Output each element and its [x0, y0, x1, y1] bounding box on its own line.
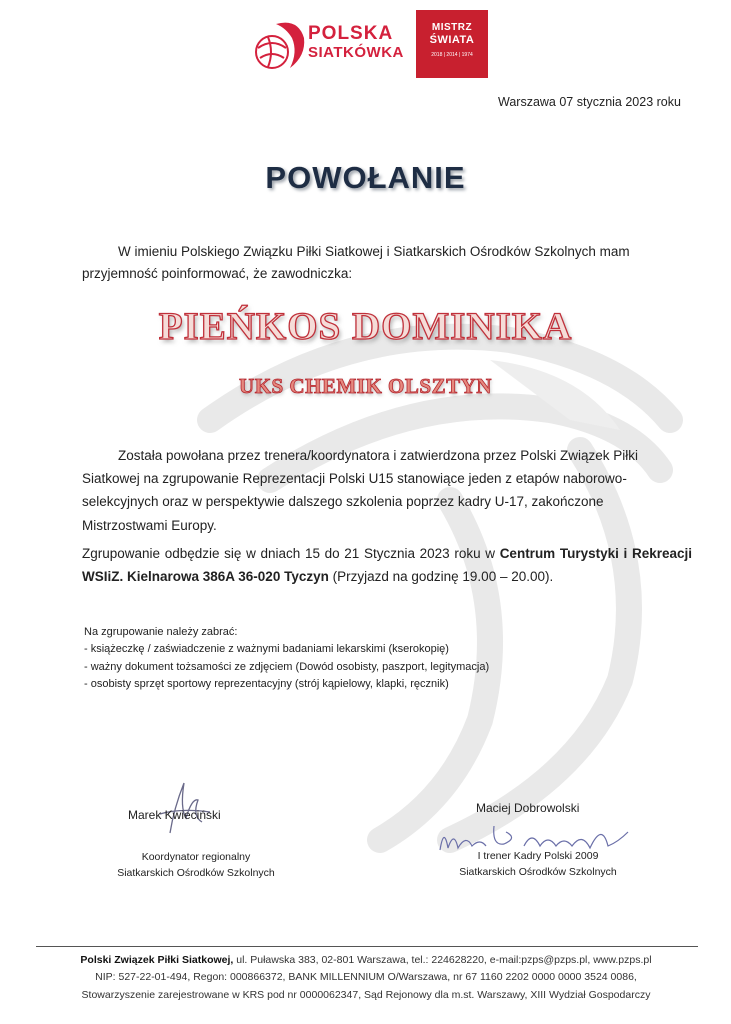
footer-divider	[36, 946, 698, 947]
signatory-1-name: Marek Kwieciński	[128, 808, 221, 822]
logo-brand: POLSKA	[308, 23, 394, 44]
logo-brand-sub: SIATKÓWKA	[308, 44, 404, 61]
bring-list	[84, 624, 489, 694]
body-2-tail: (Przyjazd na godzinę 19.00 – 20.00).	[328, 569, 554, 585]
signatory-1-role-line2: Siatkarskich Ośrodków Szkolnych	[117, 866, 275, 879]
champion-badge	[416, 10, 488, 78]
footer-contact: ul. Puławska 383, 02-801 Warszawa, tel.: 224628220, e-mail:pzps@pzps.pl, www.pzps.pl	[233, 954, 652, 966]
footer-line-2: NIP: 527-22-01-494, Regon: 000866372, BANK MILLENNIUM O/Warszawa, nr 67 1160 2202 0000 0000 3524 0086,	[95, 971, 637, 984]
document-title: POWOŁANIE	[265, 160, 466, 195]
footer-line-3: Stowarzyszenie zarejestrowane w KRS pod nr 0000062347, Sąd Rejonowy dla m.st. Warszawy, XIII Wydział Gospodarczy	[81, 988, 651, 1001]
body-paragraph-2	[82, 542, 692, 588]
document-date: Warszawa 07 stycznia 2023 roku	[498, 95, 681, 109]
body-paragraph-1	[82, 444, 692, 537]
signatory-2-name: Maciej Dobrowolski	[476, 801, 580, 815]
signatory-1-role	[96, 850, 296, 882]
signatory-2-role	[438, 849, 638, 881]
footer-line-1	[30, 952, 702, 969]
signatory-1-role-line1: Koordynator regionalny	[141, 851, 251, 863]
player-name: PIEŃKOS DOMINIKA	[158, 305, 573, 348]
logo-text	[308, 24, 404, 60]
signatory-2-role-line1: I trener Kadry Polski 2009	[477, 850, 599, 862]
body-1-text: Została powołana przez trenera/koordynatora i zatwierdzona przez Polski Związek Piłki Siatkowej na zgrupowanie Reprezentacji Polski U15 stanowiące jeden z etapów naborowo-selekcyjnych oraz w perspektywie dalszego szkolenia poprzez kadry U-17, zakończone Mistrzostwami Europy.	[82, 448, 638, 533]
intro-paragraph	[82, 241, 692, 284]
venue: Centrum Turystyki i Rekreacji WSIiZ. Kielnarowa 386A 36-020 Tyczyn	[82, 546, 692, 585]
footer-org: Polski Związek Piłki Siatkowej,	[80, 954, 234, 966]
club-name: UKS CHEMIK OLSZTYN	[239, 374, 492, 398]
body-2-lead: Zgrupowanie odbędzie się w dniach 15 do 21 Stycznia 2023 roku w	[82, 546, 500, 561]
list-item: - książeczkę / zaświadczenie z ważnymi badaniami lekarskimi (kserokopię)	[84, 643, 449, 656]
intro-text: W imieniu Polskiego Związku Piłki Siatkowej i Siatkarskich Ośrodków Szkolnych mam przyjemność poinformować, że zawodniczka:	[82, 244, 630, 281]
bring-heading: Na zgrupowanie należy zabrać:	[84, 626, 238, 638]
list-item: - ważny dokument tożsamości ze zdjęciem (Dowód osobisty, paszport, legitymacja)	[84, 660, 490, 673]
list-item: - osobisty sprzęt sportowy reprezentacyjny (strój kąpielowy, klapki, ręcznik)	[84, 678, 449, 691]
footer	[30, 952, 702, 1004]
champion-line2: ŚWIATA	[429, 34, 475, 46]
champion-years: 2018 | 2014 | 1974	[431, 52, 473, 58]
signatory-2-role-line2: Siatkarskich Ośrodków Szkolnych	[459, 865, 617, 878]
champion-line1: MISTRZ	[431, 22, 473, 33]
